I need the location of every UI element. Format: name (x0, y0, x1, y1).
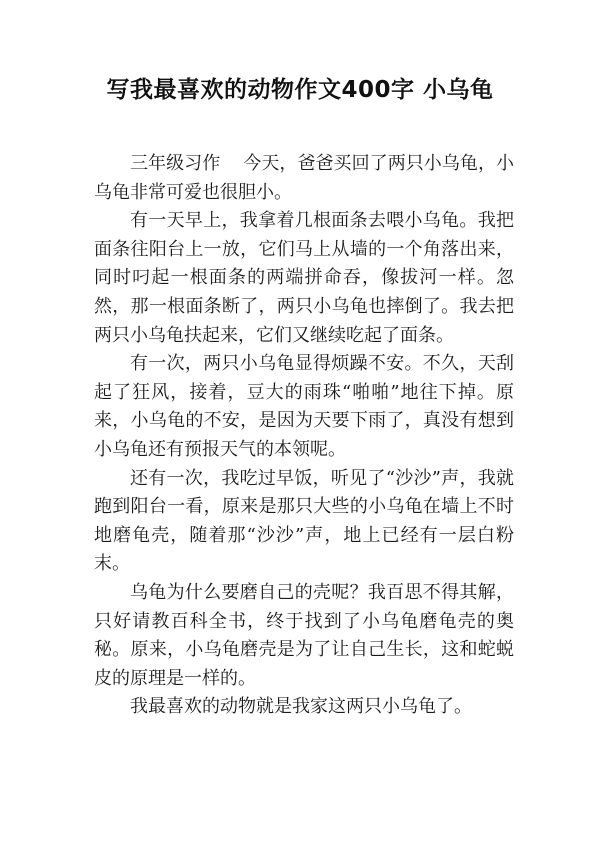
document-title: 写我最喜欢的动物作文400字 小乌龟 (106, 77, 494, 103)
paragraph-3: 有一次，两只小乌龟显得烦躁不安。不久，天刮起了狂风，接着，豆大的雨珠“啪啪”地往下掉。原来，小乌龟的不安，是因为天要下雨了，真没有想到小乌龟还有预报天气的本领呢。 (94, 353, 514, 460)
paragraph-5: 乌龟为什么要磨自己的壳呢？我百思不得其解，只好请教百科全书，终于找到了小乌龟磨龟壳的奥秘。原来，小乌龟磨壳是为了让自己生长，这和蛇蜕皮的原理是一样的。 (94, 581, 514, 689)
paragraph-2: 有一天早上，我拿着几根面条去喂小乌龟。我把面条往阳台上一放，它们马上从墙的一个角落出来，同时叼起一根面条的两端拼命吞，像拔河一样。忽然，那一根面条断了，两只小乌龟也摔倒了。我去把两只小乌龟扶起来，它们又继续吃起了面条。 (94, 210, 514, 346)
document-body (94, 150, 514, 722)
paragraph-4: 还有一次，我吃过早饭，听见了“沙沙”声，我就跑到阳台一看，原来是那只大些的小乌龟在墙上不时地磨龟壳，随着那“沙沙”声，地上已经有一层白粉末。 (94, 467, 514, 575)
paragraph-6: 我最喜欢的动物就是我家这两只小乌龟了。 (130, 696, 472, 718)
paragraph-1: 三年级习作 今天，爸爸买回了两只小乌龟，小乌龟非常可爱也很胆小。 (94, 153, 514, 203)
